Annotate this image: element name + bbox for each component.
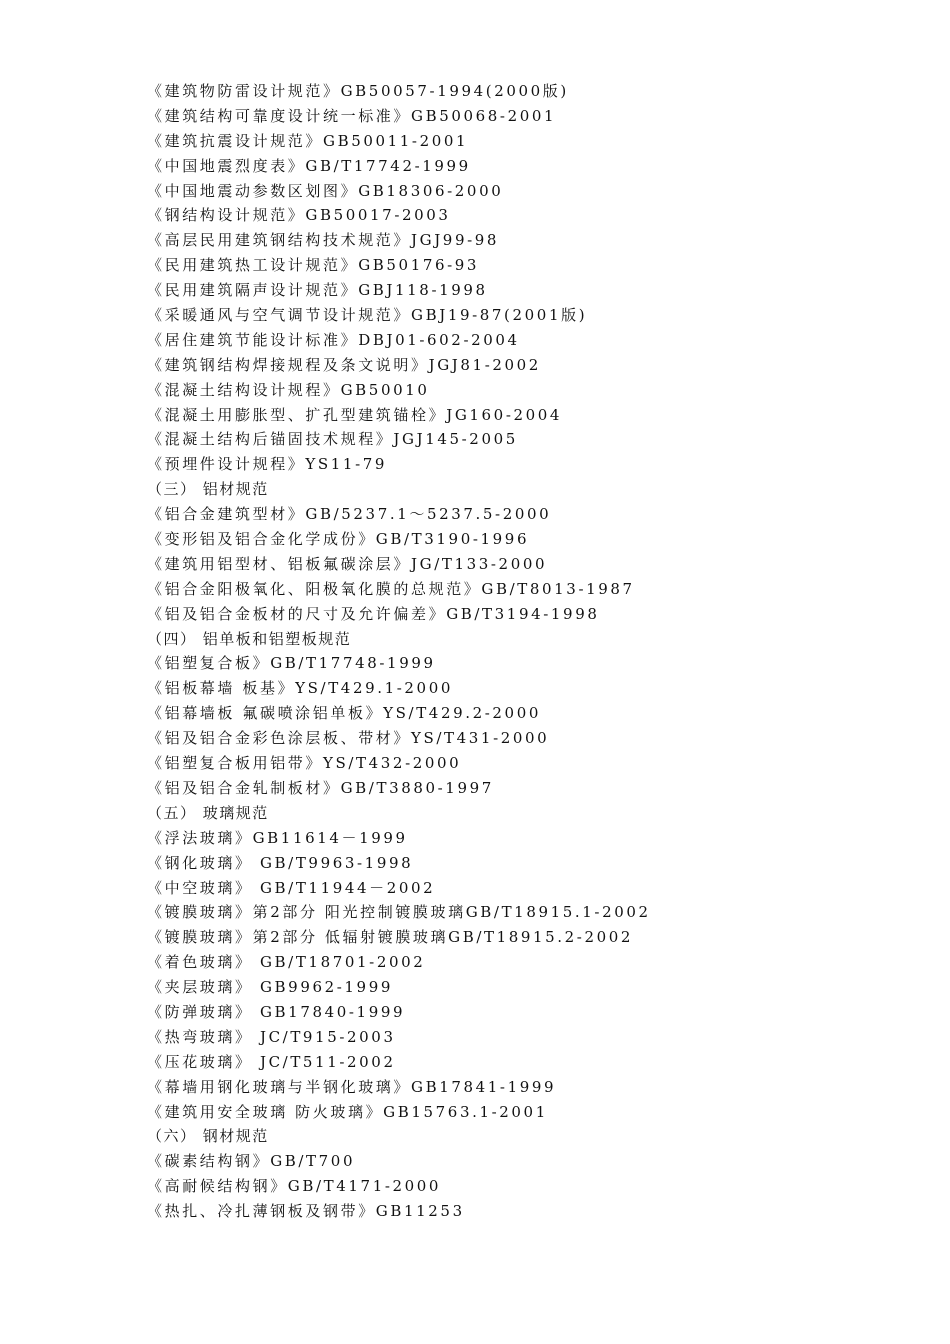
list-item: 《镀膜玻璃》第2部分 低辐射镀膜玻璃GB/T18915.2-2002 bbox=[147, 928, 634, 947]
list-item: 《铝及铝合金轧制板材》GB/T3880-1997 bbox=[147, 778, 494, 797]
list-item: 《防弹玻璃》 GB17840-1999 bbox=[147, 1002, 406, 1021]
section-heading: （五） 玻璃规范 bbox=[147, 803, 269, 822]
list-item: 《中国地震动参数区划图》GB18306-2000 bbox=[147, 181, 504, 200]
list-item: 《夹层玻璃》 GB9962-1999 bbox=[147, 978, 393, 997]
list-item: 《浮法玻璃》GB11614－1999 bbox=[147, 828, 408, 847]
list-item: 《镀膜玻璃》第2部分 阳光控制镀膜玻璃GB/T18915.1-2002 bbox=[147, 903, 651, 922]
list-item: 《碳素结构钢》GB/T700 bbox=[147, 1152, 356, 1171]
list-item: 《民用建筑热工设计规范》GB50176-93 bbox=[147, 256, 480, 275]
list-item: 《高层民用建筑钢结构技术规范》JGJ99-98 bbox=[147, 231, 500, 250]
list-item: 《铝塑复合板》GB/T17748-1999 bbox=[147, 654, 436, 673]
list-item: 《混凝土结构设计规程》GB50010 bbox=[147, 380, 430, 399]
standards-list bbox=[147, 79, 927, 1224]
list-item: 《钢结构设计规范》GB50017-2003 bbox=[147, 206, 451, 225]
list-item: 《预埋件设计规程》YS11-79 bbox=[147, 455, 388, 474]
list-item: 《建筑用铝型材、铝板氟碳涂层》JG/T133-2000 bbox=[147, 554, 548, 573]
list-item: 《高耐候结构钢》GB/T4171-2000 bbox=[147, 1177, 442, 1196]
list-item: 《混凝土结构后锚固技术规程》JGJ145-2005 bbox=[147, 430, 518, 449]
list-item: 《铝及铝合金板材的尺寸及允许偏差》GB/T3194-1998 bbox=[147, 604, 600, 623]
list-item: 《铝板幕墙 板基》YS/T429.1-2000 bbox=[147, 679, 453, 698]
list-item: 《混凝土用膨胀型、扩孔型建筑锚栓》JG160-2004 bbox=[147, 405, 563, 424]
list-item: 《热弯玻璃》 JC/T915-2003 bbox=[147, 1027, 396, 1046]
list-item: 《铝塑复合板用铝带》YS/T432-2000 bbox=[147, 754, 462, 773]
list-item: 《中国地震烈度表》GB/T17742-1999 bbox=[147, 156, 471, 175]
section-heading: （六） 钢材规范 bbox=[147, 1127, 269, 1146]
list-item: 《建筑抗震设计规范》GB50011-2001 bbox=[147, 131, 469, 150]
section-heading: （四） 铝单板和铝塑板规范 bbox=[147, 629, 352, 648]
list-item: 《热扎、冷扎薄钢板及钢带》GB11253 bbox=[147, 1202, 465, 1221]
list-item: 《钢化玻璃》 GB/T9963-1998 bbox=[147, 853, 414, 872]
list-item: 《铝合金建筑型材》GB/5237.1～5237.5-2000 bbox=[147, 505, 552, 524]
list-item: 《居住建筑节能设计标准》DBJ01-602-2004 bbox=[147, 330, 520, 349]
list-item: 《建筑钢结构焊接规程及条文说明》JGJ81-2002 bbox=[147, 355, 541, 374]
list-item: 《着色玻璃》 GB/T18701-2002 bbox=[147, 953, 426, 972]
list-item: 《铝合金阳极氧化、阳极氧化膜的总规范》GB/T8013-1987 bbox=[147, 579, 635, 598]
list-item: 《建筑用安全玻璃 防火玻璃》GB15763.1-2001 bbox=[147, 1102, 548, 1121]
list-item: 《中空玻璃》 GB/T11944－2002 bbox=[147, 878, 436, 897]
list-item: 《幕墙用钢化玻璃与半钢化玻璃》GB17841-1999 bbox=[147, 1077, 557, 1096]
list-item: 《变形铝及铝合金化学成份》GB/T3190-1996 bbox=[147, 530, 530, 549]
section-heading: （三） 铝材规范 bbox=[147, 480, 269, 499]
list-item: 《建筑结构可靠度设计统一标准》GB50068-2001 bbox=[147, 106, 557, 125]
list-item: 《铝幕墙板 氟碳喷涂铝单板》YS/T429.2-2000 bbox=[147, 704, 541, 723]
list-item: 《民用建筑隔声设计规范》GBJ118-1998 bbox=[147, 281, 488, 300]
list-item: 《铝及铝合金彩色涂层板、带材》YS/T431-2000 bbox=[147, 729, 550, 748]
list-item: 《压花玻璃》 JC/T511-2002 bbox=[147, 1052, 396, 1071]
list-item: 《建筑物防雷设计规范》GB50057-1994(2000版) bbox=[147, 82, 569, 100]
list-item: 《采暖通风与空气调节设计规范》GBJ19-87(2001版) bbox=[147, 306, 588, 325]
